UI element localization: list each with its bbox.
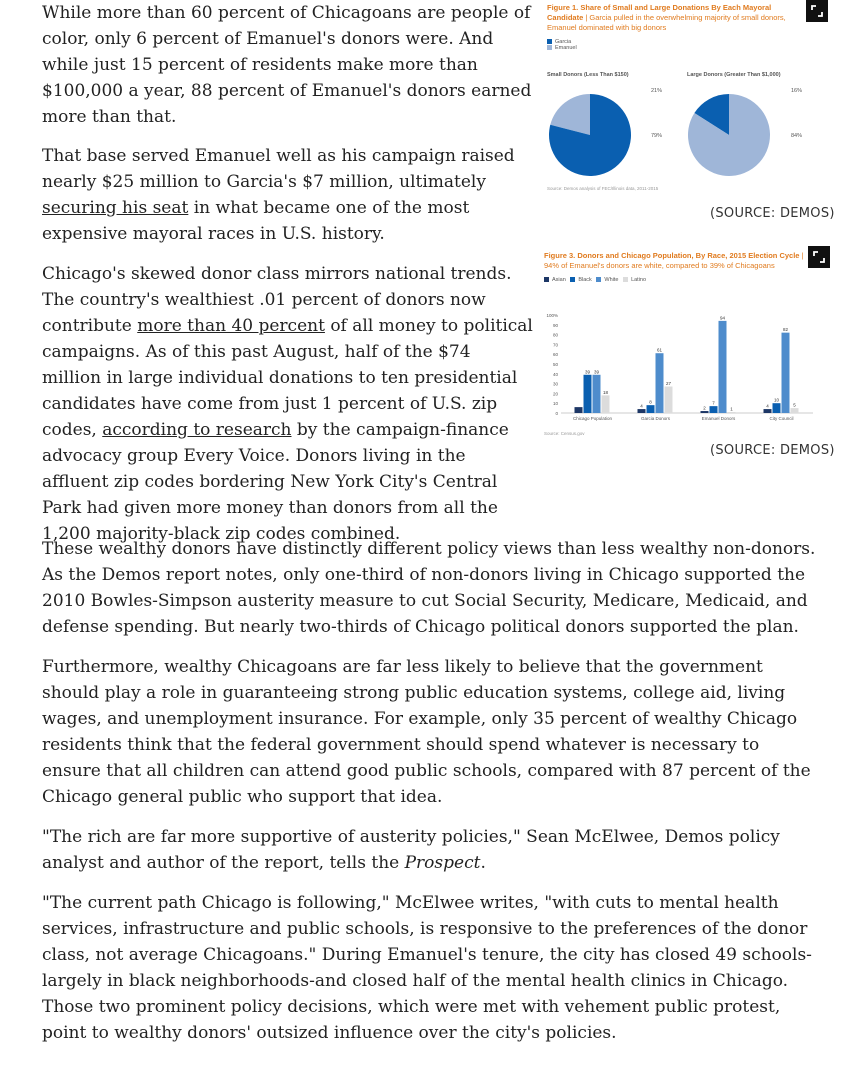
pie-1-label-garcia: 79%: [651, 133, 663, 139]
prospect-name: Prospect: [404, 853, 481, 873]
bar-value-label: 10: [773, 397, 780, 403]
paragraph-1: While more than 60 percent of Chicagoans are people of color, only 6 percent of Emanuel's donors were. And while just 15 percent of residents make more than $100,000 a year, 88 percent of Emanuel's donors earned more than that.: [42, 3, 532, 127]
bar-value-label: 4: [640, 403, 643, 409]
bar-latino: [665, 387, 673, 413]
bar-value-label: 7: [712, 400, 715, 406]
bar-asian: [764, 409, 772, 413]
bar-value-label: 27: [665, 381, 672, 387]
bar-white: [656, 353, 664, 413]
y-tick-label: 20: [552, 391, 558, 397]
legend-swatch-latino: [623, 277, 628, 282]
according-to-research-link[interactable]: according to research: [102, 420, 292, 440]
y-tick-label: 0: [555, 411, 558, 416]
bar-black: [773, 403, 781, 413]
pie-2-label-emanuel: 84%: [791, 133, 803, 139]
paragraph-6-end: .: [480, 853, 486, 873]
paragraph-3-text-a: Chicago's skewed donor class mirrors national trends. The country's wealthiest .01 percent of donors now contribute: [42, 264, 512, 336]
x-category-label: Emanuel Donors: [701, 416, 736, 421]
y-tick-label: 70: [552, 342, 558, 348]
bar-white: [782, 333, 790, 413]
bar-value-label: 2: [703, 405, 706, 411]
figure-2-title: Figure 3. Donors and Chicago Population, By Race, 2015 Election Cycle | 94% of Emanuel's donors are white, compared to 39% of Chicagoans: [544, 251, 804, 270]
figure-2-source: (SOURCE: DEMOS): [710, 443, 835, 458]
pie-1-label-emanuel: 21%: [651, 88, 663, 94]
legend-swatch-emanuel: [547, 45, 552, 50]
figure-2-source-note: Source: Census.gov: [544, 431, 585, 436]
y-tick-label: 80: [552, 332, 558, 338]
bar-latino: [602, 395, 610, 413]
x-category-label: Garcia Donors: [640, 416, 671, 421]
paragraph-3-text-c: by the campaign-finance advocacy group Every Voice. Donors living in the affluent zip codes bordering New York City's Central Park had given more money than donors from all the 1,200 majority-black zip codes combined.: [42, 420, 509, 544]
paragraph-6-text: "The rich are far more supportive of austerity policies," Sean McElwee, Demos policy analyst and author of the report, tells the: [42, 827, 780, 873]
bar-black: [647, 405, 655, 413]
legend-swatch-asian: [544, 277, 549, 282]
y-tick-label: 30: [552, 381, 558, 387]
pie-1-label: Small Donors (Less Than $150): [547, 72, 629, 78]
figure-1-legend: Garcia Emanuel: [547, 39, 787, 51]
bar-value-label: 8: [649, 399, 652, 405]
paragraph-2-text-b: in what became one of the most expensive mayoral races in U.S. history.: [42, 198, 470, 244]
y-tick-label: 100%: [546, 313, 558, 318]
bar-value-label: 1: [730, 406, 733, 412]
x-category-label: Chicago Population: [572, 416, 613, 421]
bar-white: [719, 321, 727, 413]
bar-value-label: 4: [766, 403, 769, 409]
bar-asian: [575, 407, 583, 413]
pie-chart-small-donors: [547, 92, 633, 178]
paragraph-3-text-b: of all money to political campaigns. As of this past August, half of the $74 million in large individual donations to ten presidential candidates have come from just 1 percent of U.S. zip codes,: [42, 316, 533, 440]
figure-1-source-note: Source: Demos analysis of FEC/Illinois data, 2011-2015: [547, 186, 659, 191]
paragraph-6: [42, 824, 822, 876]
paragraph-5: Furthermore, wealthy Chicagoans are far less likely to believe that the government should play a role in guaranteeing strong public education systems, college aid, living wages, and unemployment insurance. For example, only 35 percent of wealthy Chicago residents think that the federal government should spend whatever is necessary to ensure that all children can attend good public schools, compared with 87 percent of the Chicago general public who support that idea.: [42, 657, 811, 807]
expand-figure-2-button[interactable]: [808, 246, 830, 268]
paragraph-4: These wealthy donors have distinctly different policy views than less wealthy non-donors. As the Demos report notes, only one-third of non-donors living in Chicago supported the 2010 Bowles-Simpson austerity measure to cut Social Security, Medicare, Medicaid, and defense spending. But nearly two-thirds of Chicago political donors supported the plan.: [42, 539, 816, 637]
figure-2[interactable]: [541, 247, 828, 442]
y-tick-label: 60: [552, 352, 558, 358]
paragraph-7: "The current path Chicago is following," McElwee writes, "with cuts to mental health services, infrastructure and public schools, is responsive to the preferences of the donor class, not average Chicagoans." During Emanuel's tenure, the city has closed 49 schools-largely in black neighborhoods-and closed half of the mental health clinics in Chicago. Those two prominent policy decisions, which were met with vehement public protest, point to wealthy donors' outsized influence over the city's policies.: [42, 893, 812, 1043]
paragraph-3: [42, 261, 534, 547]
bar-value-label: 5: [793, 402, 796, 408]
y-tick-label: 50: [552, 362, 558, 367]
bar-value-label: 18: [602, 389, 609, 395]
more-than-40-percent-link[interactable]: more than 40 percent: [137, 316, 325, 336]
y-tick-label: 40: [552, 371, 558, 377]
y-tick-label: 10: [552, 401, 558, 407]
bar-asian: [701, 411, 709, 413]
bar-value-label: 61: [656, 347, 663, 353]
paragraph-2-text-a: That base served Emanuel well as his campaign raised nearly $25 million to Garcia's $7 million, ultimately: [42, 146, 515, 192]
bar-chart-race: [541, 309, 821, 429]
bar-latino: [791, 408, 799, 413]
paragraph-2: [42, 143, 534, 247]
bar-value-label: 82: [782, 327, 789, 333]
bar-black: [584, 375, 592, 413]
bar-value-label: 39: [584, 369, 591, 375]
legend-swatch-garcia: [547, 39, 552, 44]
bar-asian: [638, 409, 646, 413]
expand-icon: [810, 4, 824, 18]
expand-figure-1-button[interactable]: [806, 0, 828, 22]
bar-white: [593, 375, 601, 413]
pie-2-label: Large Donors (Greater Than $1,000): [687, 72, 781, 78]
figure-2-legend: Asian Black White Latino: [544, 277, 812, 283]
figure-1-title: Figure 1. Share of Small and Large Donations By Each Mayoral Candidate | Garcia pulled in the overwhelming majority of small donors, Emanuel dominated with big donors: [547, 3, 786, 32]
figure-1[interactable]: [541, 0, 828, 200]
bar-latino: [728, 412, 736, 413]
pie-chart-large-donors: [686, 92, 772, 178]
bar-black: [710, 406, 718, 413]
bar-value-label: 39: [593, 369, 600, 375]
legend-swatch-white: [596, 277, 601, 282]
x-category-label: City Council: [769, 416, 794, 421]
legend-swatch-black: [570, 277, 575, 282]
expand-icon: [812, 250, 826, 264]
pie-2-label-garcia: 16%: [791, 88, 803, 94]
y-tick-label: 90: [552, 322, 558, 328]
securing-his-seat-link[interactable]: securing his seat: [42, 198, 189, 218]
bar-value-label: 94: [719, 315, 726, 321]
figure-1-source: (SOURCE: DEMOS): [710, 206, 835, 221]
